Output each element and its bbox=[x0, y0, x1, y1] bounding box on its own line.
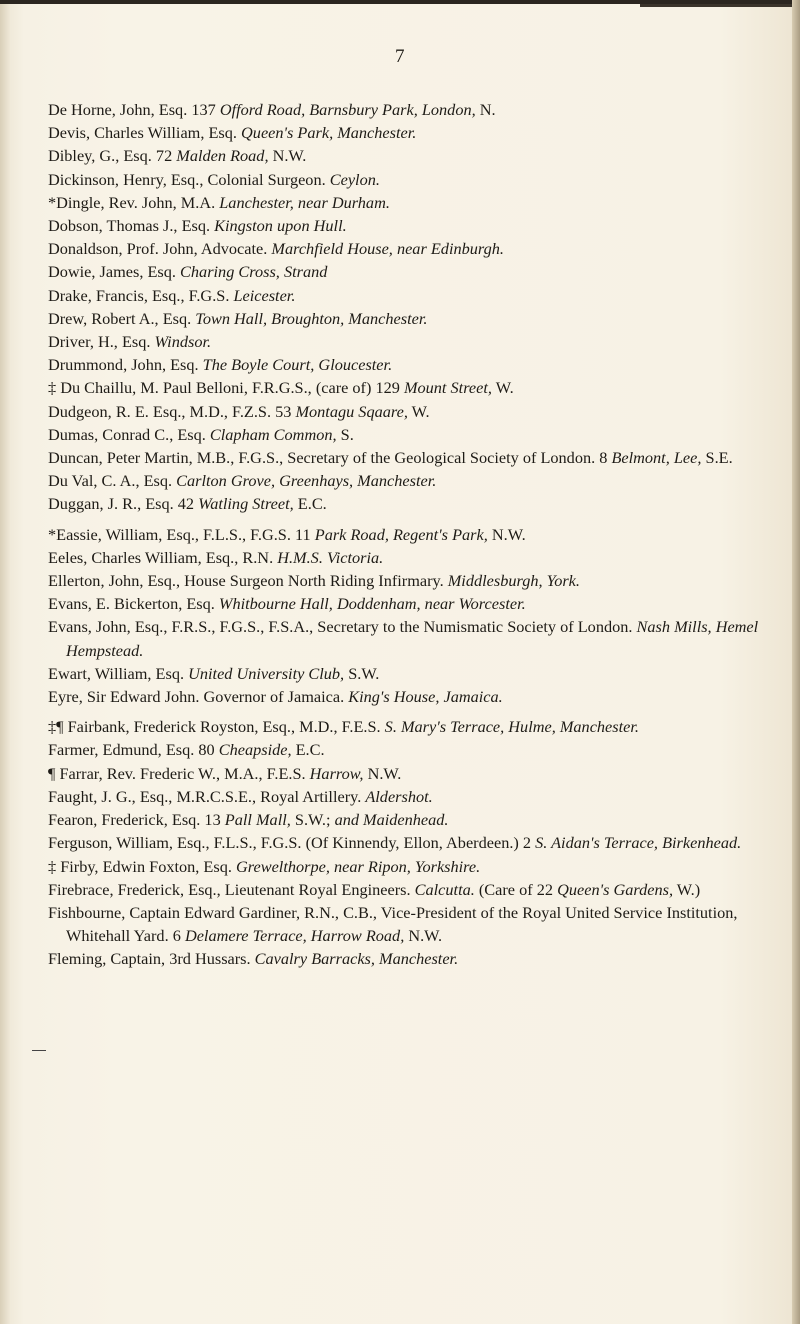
list-entry bbox=[48, 762, 760, 785]
entry-address: Cavalry Barracks, Manchester. bbox=[254, 949, 459, 969]
entry-address: S. Aidan's Terrace, Birkenhead. bbox=[535, 833, 742, 853]
entry-text: S.E. bbox=[701, 448, 733, 468]
entry-text: S.W.; bbox=[290, 810, 335, 830]
entry-address: Town Hall, Broughton, Manchester. bbox=[195, 308, 428, 328]
list-entry bbox=[48, 662, 760, 685]
entry-address: Belmont, Lee, bbox=[611, 448, 702, 468]
entry-text: E.C. bbox=[291, 740, 325, 760]
list-entry bbox=[48, 121, 760, 144]
entry-address: Mount Street, bbox=[403, 378, 492, 398]
entry-text: Evans, E. Bickerton, Esq. bbox=[48, 594, 219, 614]
entry-address: Whitbourne Hall, Doddenham, near Worcester. bbox=[218, 594, 526, 614]
list-entry bbox=[48, 685, 760, 708]
list-entry bbox=[48, 947, 760, 970]
list-entry bbox=[48, 307, 760, 330]
list-entry bbox=[48, 260, 760, 283]
list-entry bbox=[48, 546, 760, 569]
list-entry bbox=[48, 98, 760, 121]
member-list bbox=[48, 98, 760, 971]
entry-address: Watling Street, bbox=[198, 494, 294, 514]
list-entry bbox=[48, 785, 760, 808]
entry-text: Fishbourne, Captain Edward Gardiner, R.N., C.B., Vice-President of the Royal United Service Institution, Whitehall Yard. 6 bbox=[48, 902, 738, 946]
list-entry bbox=[48, 715, 760, 738]
top-edge-shadow bbox=[640, 4, 800, 7]
entry-text: Dibley, G., Esq. 72 bbox=[48, 146, 177, 166]
list-entry bbox=[48, 353, 760, 376]
entry-text: ‡ Du Chaillu, M. Paul Belloni, F.R.G.S., (care of) 129 bbox=[48, 378, 404, 398]
entry-address: Malden Road, bbox=[176, 146, 269, 166]
list-entry bbox=[48, 144, 760, 167]
entry-text: Dowie, James, Esq. bbox=[48, 262, 181, 282]
entry-address: Offord Road, Barnsbury Park, London, bbox=[219, 100, 476, 119]
entry-text: N.W. bbox=[363, 763, 402, 783]
entry-text: W. bbox=[407, 401, 430, 421]
entry-address: Park Road, Regent's Park, bbox=[314, 524, 488, 544]
list-entry bbox=[48, 191, 760, 214]
entry-text: S.W. bbox=[344, 663, 380, 683]
entry-text: Faught, J. G., Esq., M.R.C.S.E., Royal Artillery. bbox=[48, 786, 366, 806]
entry-address: Cheapside, bbox=[218, 740, 292, 760]
list-entry bbox=[48, 615, 760, 661]
entry-text: (Care of 22 bbox=[474, 879, 558, 899]
entry-text: Dickinson, Henry, Esq., Colonial Surgeon. bbox=[48, 169, 330, 189]
entry-address: Ceylon. bbox=[329, 169, 380, 189]
entry-address: Delamere Terrace, Harrow Road, bbox=[184, 926, 405, 946]
entry-address: Aldershot. bbox=[365, 786, 433, 806]
entry-address: King's House, Jamaica. bbox=[348, 687, 503, 707]
entry-text: *Eassie, William, Esq., F.L.S., F.G.S. 11 bbox=[48, 524, 315, 544]
list-entry bbox=[48, 592, 760, 615]
entry-text: N.W. bbox=[404, 926, 443, 946]
list-entry bbox=[48, 237, 760, 260]
entry-address: and Maidenhead. bbox=[334, 810, 449, 830]
entry-address: Clapham Common, bbox=[209, 424, 337, 444]
list-entry bbox=[48, 492, 760, 515]
page-gutter bbox=[0, 0, 10, 1324]
entry-address: Charing Cross, Strand bbox=[180, 262, 328, 282]
entry-address: Montagu Sqaare, bbox=[295, 401, 408, 421]
entry-address: The Boyle Court, Gloucester. bbox=[202, 355, 393, 375]
entry-text: Drake, Francis, Esq., F.G.S. bbox=[48, 285, 234, 305]
page-number: 7 bbox=[395, 46, 405, 67]
entry-address: Middlesburgh, York. bbox=[447, 571, 580, 591]
entry-text: Drew, Robert A., Esq. bbox=[48, 308, 196, 328]
list-entry bbox=[48, 469, 760, 492]
list-entry bbox=[48, 855, 760, 878]
entry-address: S. Mary's Terrace, Hulme, Manchester. bbox=[384, 717, 639, 737]
entry-address: Leicester. bbox=[233, 285, 296, 305]
entry-text: Dobson, Thomas J., Esq. bbox=[48, 216, 215, 236]
list-entry bbox=[48, 808, 760, 831]
entry-address: Marchfield House, near Edinburgh. bbox=[271, 239, 504, 259]
entry-text: N.W. bbox=[268, 146, 307, 166]
entry-text: Ewart, William, Esq. bbox=[48, 663, 189, 683]
entry-address: United University Club, bbox=[188, 663, 345, 683]
entry-address: Queen's Park, Manchester. bbox=[241, 123, 417, 143]
list-entry bbox=[48, 831, 760, 854]
entry-text: Driver, H., Esq. bbox=[48, 332, 155, 352]
entry-address: Lanchester, near Durham. bbox=[219, 192, 390, 212]
list-entry bbox=[48, 523, 760, 546]
entry-text: Donaldson, Prof. John, Advocate. bbox=[48, 239, 272, 259]
entry-text: ‡¶ Fairbank, Frederick Royston, Esq., M.D., F.E.S. bbox=[48, 717, 385, 737]
margin-mark bbox=[32, 1050, 46, 1051]
list-entry bbox=[48, 284, 760, 307]
entry-text: Ellerton, John, Esq., House Surgeon North Riding Infirmary. bbox=[48, 571, 448, 591]
list-entry bbox=[48, 400, 760, 423]
entry-text: ‡ Firby, Edwin Foxton, Esq. bbox=[48, 856, 236, 876]
list-entry bbox=[48, 569, 760, 592]
entry-text: Dumas, Conrad C., Esq. bbox=[48, 424, 210, 444]
entry-text: W. bbox=[491, 378, 514, 398]
list-entry bbox=[48, 446, 760, 469]
entry-address: Carlton Grove, Greenhays, Manchester. bbox=[176, 471, 437, 491]
entry-text: Farmer, Edmund, Esq. 80 bbox=[48, 740, 219, 760]
entry-text: Eyre, Sir Edward John. Governor of Jamaica. bbox=[48, 687, 349, 707]
page-edge bbox=[792, 0, 800, 1324]
entry-address: Queen's Gardens, bbox=[557, 879, 674, 899]
entry-text: ¶ Farrar, Rev. Frederic W., M.A., F.E.S. bbox=[48, 763, 310, 783]
entry-text: Fearon, Frederick, Esq. 13 bbox=[48, 810, 225, 830]
entry-text: *Dingle, Rev. John, M.A. bbox=[48, 192, 220, 212]
entry-address: Grewelthorpe, near Ripon, Yorkshire. bbox=[236, 856, 481, 876]
list-entry bbox=[48, 330, 760, 353]
list-entry bbox=[48, 738, 760, 761]
entry-text: De Horne, John, Esq. 137 bbox=[48, 100, 220, 119]
list-entry bbox=[48, 878, 760, 901]
entry-address: Nash Mills, Hemel Hempstead. bbox=[66, 617, 759, 660]
entry-text: E.C. bbox=[293, 494, 327, 514]
entry-address: Pall Mall, bbox=[224, 810, 291, 830]
entry-text: N.W. bbox=[487, 524, 526, 544]
entry-text: S. bbox=[336, 424, 354, 444]
entry-text: Du Val, C. A., Esq. bbox=[48, 471, 177, 491]
list-entry bbox=[48, 214, 760, 237]
entry-address: Calcutta. bbox=[414, 879, 475, 899]
entry-text: Duggan, J. R., Esq. 42 bbox=[48, 494, 199, 514]
list-entry bbox=[48, 168, 760, 191]
entry-text: Evans, John, Esq., F.R.S., F.G.S., F.S.A., Secretary to the Numismatic Society of London. bbox=[48, 617, 637, 637]
entry-text: Ferguson, William, Esq., F.L.S., F.G.S. (Of Kinnendy, Ellon, Aberdeen.) 2 bbox=[48, 833, 536, 853]
list-entry bbox=[48, 376, 760, 399]
entry-text: Drummond, John, Esq. bbox=[48, 355, 203, 375]
entry-text: W.) bbox=[673, 879, 701, 899]
entry-text: Firebrace, Frederick, Esq., Lieutenant Royal Engineers. bbox=[48, 879, 415, 899]
entry-text: Eeles, Charles William, Esq., R.N. bbox=[48, 547, 278, 567]
entry-address: Kingston upon Hull. bbox=[214, 216, 347, 236]
entry-text: Devis, Charles William, Esq. bbox=[48, 123, 242, 143]
entry-text: Duncan, Peter Martin, M.B., F.G.S., Secretary of the Geological Society of London. 8 bbox=[48, 448, 612, 468]
entry-address: Harrow, bbox=[309, 763, 364, 783]
entry-text: N. bbox=[475, 100, 496, 119]
entry-text: Dudgeon, R. E. Esq., M.D., F.Z.S. 53 bbox=[48, 401, 296, 421]
list-entry bbox=[48, 901, 760, 947]
entry-address: Windsor. bbox=[154, 332, 212, 352]
list-entry bbox=[48, 423, 760, 446]
entry-address: H.M.S. Victoria. bbox=[277, 547, 384, 567]
entry-text: Fleming, Captain, 3rd Hussars. bbox=[48, 949, 255, 969]
